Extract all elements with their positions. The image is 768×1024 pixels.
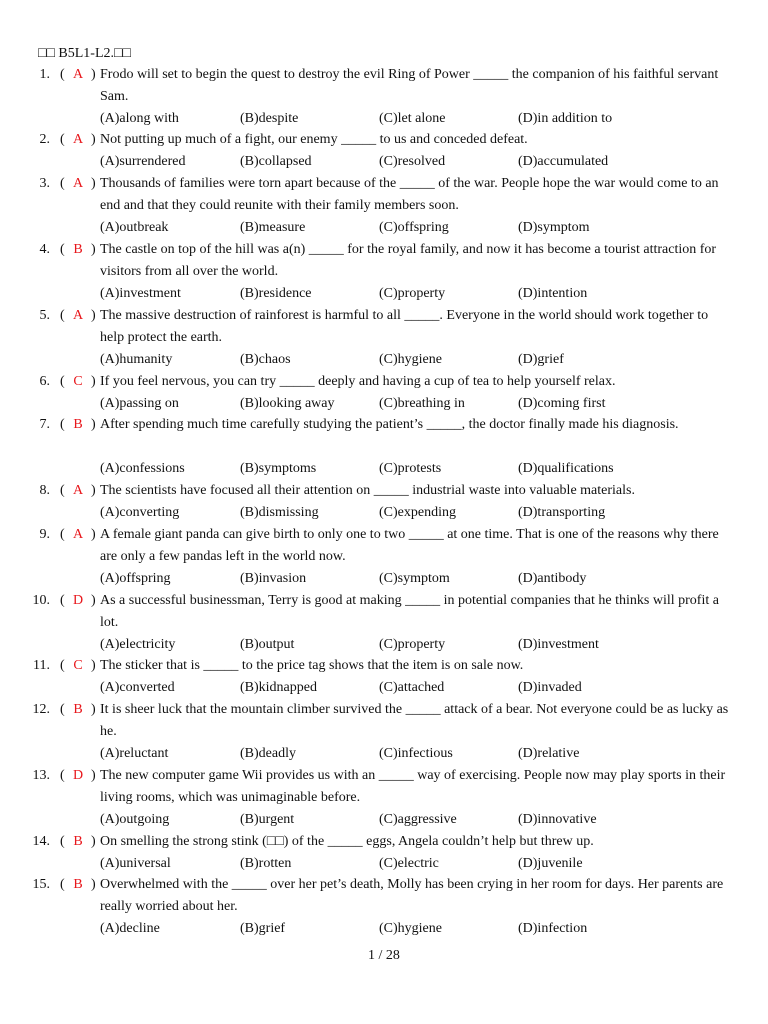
option-b: (B)symptoms [240,461,317,476]
question-number: 7. [39,417,50,432]
question-item [0,64,768,130]
question-item [0,590,768,656]
question-number: 1. [39,67,50,82]
option-a: (A)outgoing [100,812,170,827]
option-d: (D)symptom [518,220,590,235]
question-number: 2. [39,132,50,147]
question-item [0,831,768,875]
option-b: (B)deadly [240,746,296,761]
answer-key: A [72,67,84,82]
answer-key: D [72,768,84,783]
question-stem: It is sheer luck that the mountain climber survived the _____ attack of a bear. Not everyone could be as lucky as he. [100,702,729,739]
option-a: (A)surrendered [100,154,186,169]
option-d: (D)infection [518,921,588,936]
answer-key: A [72,132,84,147]
option-d: (D)antibody [518,571,587,586]
option-d: (D)grief [518,352,564,367]
question-stem: The scientists have focused all their attention on _____ industrial waste into valuable materials. [100,483,635,498]
answer-paren-close: ) [91,417,96,432]
option-b: (B)chaos [240,352,291,367]
question-number: 9. [39,527,50,542]
option-d: (D)qualifications [518,461,614,476]
answer-paren-open: ( [60,417,65,432]
answer-paren-open: ( [60,374,65,389]
question-number: 8. [39,483,50,498]
question-stem: The sticker that is _____ to the price tag shows that the item is on sale now. [100,658,524,673]
option-row [100,677,730,699]
question-item [0,699,768,765]
answer-key: A [72,527,84,542]
question-stem: The new computer game Wii provides us with an _____ way of exercising. People now may play sports in their living rooms, which was unimaginable before. [100,768,726,805]
option-c: (C)protests [379,461,442,476]
answer-paren-close: ) [91,834,96,849]
option-row [100,809,730,831]
answer-paren-open: ( [60,67,65,82]
answer-paren-close: ) [91,176,96,191]
option-b: (B)looking away [240,396,335,411]
option-row [100,108,730,130]
option-d: (D)investment [518,637,599,652]
option-row [100,393,730,415]
answer-key: B [73,242,83,257]
answer-paren-open: ( [60,308,65,323]
option-d: (D)coming first [518,396,606,411]
answer-paren-close: ) [91,242,96,257]
option-c: (C)let alone [379,111,446,126]
question-number: 3. [39,176,50,191]
option-d: (D)intention [518,286,588,301]
answer-key: A [72,308,84,323]
option-c: (C)infectious [379,746,453,761]
option-c: (C)expending [379,505,456,520]
option-a: (A)converting [100,505,180,520]
option-row [100,918,730,940]
question-item [0,765,768,831]
option-c: (C)breathing in [379,396,465,411]
answer-key: C [73,658,83,673]
answer-paren-close: ) [91,132,96,147]
question-item [0,173,768,239]
option-b: (B)output [240,637,295,652]
option-c: (C)hygiene [379,921,442,936]
option-a: (A)universal [100,856,171,871]
answer-paren-open: ( [60,877,65,892]
option-d: (D)invaded [518,680,582,695]
option-row [100,283,730,305]
option-c: (C)hygiene [379,352,442,367]
question-number: 5. [39,308,50,323]
option-a: (A)outbreak [100,220,169,235]
question-item [0,305,768,371]
option-b: (B)rotten [240,856,292,871]
option-c: (C)attached [379,680,445,695]
option-a: (A)passing on [100,396,179,411]
question-item [0,480,768,524]
answer-key: D [72,593,84,608]
option-b: (B)despite [240,111,299,126]
option-d: (D)juvenile [518,856,583,871]
option-row [100,458,730,480]
option-d: (D)transporting [518,505,606,520]
question-stem: As a successful businessman, Terry is good at making _____ in potential companies that he thinks will profit a lot. [100,593,719,630]
question-stem: The massive destruction of rainforest is harmful to all _____. Everyone in the world should work together to help protect the earth. [100,308,709,345]
option-row [100,502,730,524]
answer-paren-open: ( [60,242,65,257]
option-d: (D)accumulated [518,154,609,169]
option-a: (A)decline [100,921,160,936]
option-b: (B)kidnapped [240,680,317,695]
option-b: (B)urgent [240,812,295,827]
option-row [100,217,730,239]
page-header: □□ B5L1-L2.□□ [38,46,131,61]
option-a: (A)confessions [100,461,185,476]
answer-paren-close: ) [91,768,96,783]
option-a: (A)along with [100,111,179,126]
question-number: 10. [32,593,50,608]
answer-paren-close: ) [91,308,96,323]
answer-paren-close: ) [91,702,96,717]
option-a: (A)offspring [100,571,171,586]
answer-paren-open: ( [60,527,65,542]
answer-paren-close: ) [91,374,96,389]
option-c: (C)property [379,637,446,652]
option-d: (D)in addition to [518,111,613,126]
option-row [100,349,730,371]
answer-paren-close: ) [91,593,96,608]
answer-key: C [73,374,83,389]
question-item [0,239,768,305]
question-stem: Thousands of families were torn apart because of the _____ of the war. People hope the war would come to an end and that they could reunite with their family members soon. [100,176,719,213]
option-b: (B)dismissing [240,505,319,520]
option-b: (B)invasion [240,571,307,586]
question-stem: A female giant panda can give birth to only one to two _____ at one time. That is one of the reasons why there are only a few pandas left in the world now. [100,527,719,564]
answer-paren-close: ) [91,527,96,542]
answer-key: B [73,877,83,892]
answer-paren-open: ( [60,132,65,147]
answer-paren-open: ( [60,483,65,498]
option-a: (A)investment [100,286,181,301]
question-number: 13. [32,768,50,783]
answer-paren-open: ( [60,702,65,717]
answer-key: A [72,483,84,498]
option-row [100,634,730,656]
question-stem: If you feel nervous, you can try _____ deeply and having a cup of tea to help yourself relax. [100,374,616,389]
option-row [100,743,730,765]
option-b: (B)collapsed [240,154,312,169]
page-number: 1 / 28 [368,948,400,963]
option-c: (C)aggressive [379,812,457,827]
answer-key: B [73,834,83,849]
answer-paren-close: ) [91,483,96,498]
option-row [100,853,730,875]
question-number: 4. [39,242,50,257]
question-number: 15. [32,877,50,892]
option-b: (B)residence [240,286,312,301]
answer-paren-open: ( [60,834,65,849]
option-row [100,568,730,590]
question-stem: Overwhelmed with the _____ over her pet’s death, Molly has been crying in her room for days. Her parents are really worried about her. [100,877,724,914]
question-item [0,129,768,173]
answer-paren-close: ) [91,877,96,892]
question-number: 14. [32,834,50,849]
question-number: 12. [32,702,50,717]
option-c: (C)property [379,286,446,301]
question-item [0,655,768,699]
question-item [0,524,768,590]
question-number: 6. [39,374,50,389]
answer-paren-open: ( [60,176,65,191]
option-row [100,151,730,173]
question-stem: On smelling the strong stink (□□) of the _____ eggs, Angela couldn’t help but threw up. [100,834,594,849]
option-c: (C)electric [379,856,439,871]
option-c: (C)symptom [379,571,450,586]
question-stem: The castle on top of the hill was a(n) _____ for the royal family, and now it has become a tourist attraction for visitors from all over the world. [100,242,717,279]
option-a: (A)reluctant [100,746,169,761]
answer-paren-open: ( [60,593,65,608]
answer-key: B [73,702,83,717]
answer-paren-close: ) [91,67,96,82]
option-c: (C)resolved [379,154,446,169]
answer-paren-open: ( [60,658,65,673]
option-b: (B)measure [240,220,306,235]
answer-paren-close: ) [91,658,96,673]
option-d: (D)relative [518,746,580,761]
option-a: (A)electricity [100,637,176,652]
question-item [0,874,768,940]
option-a: (A)humanity [100,352,173,367]
option-b: (B)grief [240,921,286,936]
answer-key: B [73,417,83,432]
answer-key: A [72,176,84,191]
option-c: (C)offspring [379,220,449,235]
option-d: (D)innovative [518,812,597,827]
answer-paren-open: ( [60,768,65,783]
question-item [0,414,768,480]
question-item [0,371,768,415]
question-stem: Not putting up much of a fight, our enemy _____ to us and conceded defeat. [100,132,528,147]
question-number: 11. [33,658,50,673]
question-stem: After spending much time carefully studying the patient’s _____, the doctor finally made his diagnosis. [100,417,679,432]
question-stem: Frodo will set to begin the quest to destroy the evil Ring of Power _____ the companion of his faithful servant Sam. [100,67,719,104]
option-a: (A)converted [100,680,175,695]
